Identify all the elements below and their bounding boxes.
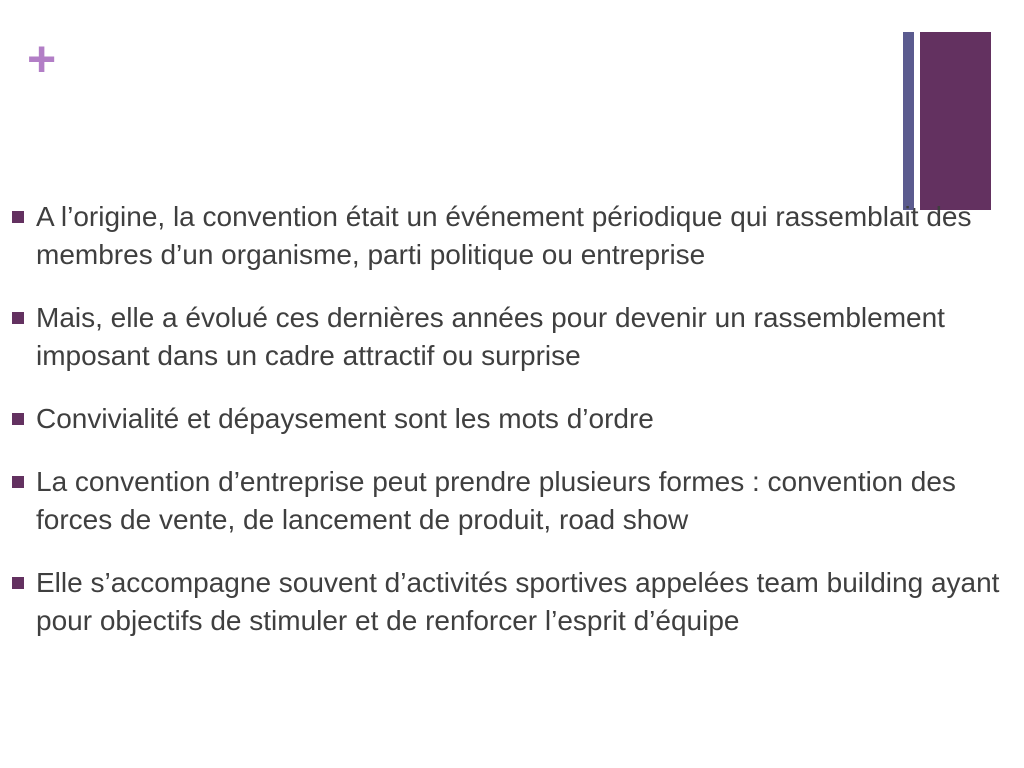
square-bullet-icon xyxy=(12,211,24,223)
bullet-item xyxy=(10,463,1010,539)
square-bullet-icon xyxy=(12,476,24,488)
bullet-text: Mais, elle a évolué ces dernières années pour devenir un rassemblement imposant dans un cadre attractif ou surprise xyxy=(36,302,945,371)
square-bullet-icon xyxy=(12,577,24,589)
bullet-list xyxy=(10,198,1010,665)
accent-bar-thin xyxy=(903,32,914,210)
bullet-text: A l’origine, la convention était un événement périodique qui rassemblait des membres d’un organisme, parti politique ou entreprise xyxy=(36,201,972,270)
bullet-item xyxy=(10,299,1010,375)
bullet-item xyxy=(10,564,1010,640)
accent-bar-wide xyxy=(920,32,991,210)
bullet-text: Elle s’accompagne souvent d’activités sportives appelées team building ayant pour objectifs de stimuler et de renforcer l’esprit d’équipe xyxy=(36,567,1000,636)
bullet-item xyxy=(10,400,1010,438)
bullet-text: Convivialité et dépaysement sont les mots d’ordre xyxy=(36,403,654,434)
plus-icon: + xyxy=(27,31,57,87)
bullet-item xyxy=(10,198,1010,274)
square-bullet-icon xyxy=(12,413,24,425)
square-bullet-icon xyxy=(12,312,24,324)
bullet-text: La convention d’entreprise peut prendre plusieurs formes : convention des forces de vente, de lancement de produit, road show xyxy=(36,466,956,535)
